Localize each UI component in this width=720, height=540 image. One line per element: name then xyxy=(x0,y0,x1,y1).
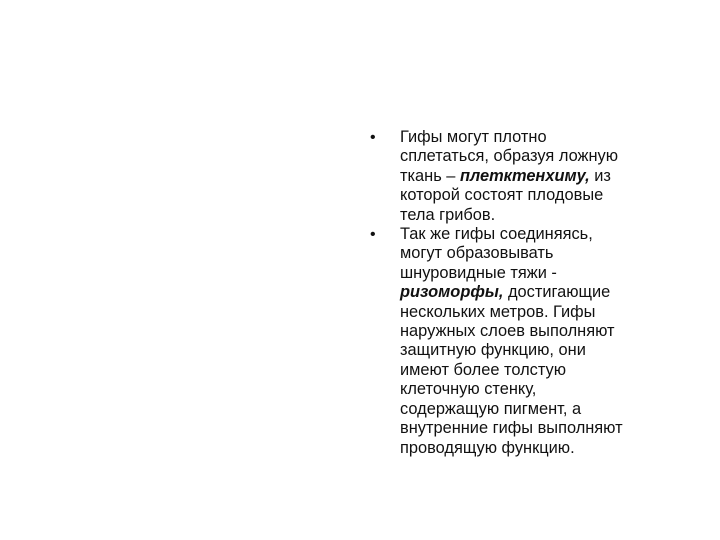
term-rhizomorphs: ризоморфы, xyxy=(400,283,504,302)
bullet-marker: • xyxy=(370,129,376,146)
bullet-item-rhizomorphs xyxy=(368,225,698,458)
bullet-list xyxy=(368,128,698,458)
bullet-text-before: Гифы могут плотно сплетаться, образуя ложную ткань – xyxy=(400,128,619,185)
term-plectenchyma: плетктенхиму, xyxy=(459,166,590,185)
bullet-item-plectenchyma xyxy=(368,128,698,225)
bullet-text-after: из которой состоят плодовые тела грибов. xyxy=(400,166,611,224)
bullet-text xyxy=(400,225,698,458)
bullet-marker: • xyxy=(370,226,376,244)
bullet-text-after: достигающие нескольких метров. Гифы наружных слоев выполняют защитную функцию, они имеют более толстую клеточную стенку, содержащую пигмент, а внутренние гифы выполняют проводящую функцию. xyxy=(400,283,623,457)
bullet-text-before: Так же гифы соединяясь, могут образовывать шнуровидные тяжи - xyxy=(400,225,593,282)
bullet-text xyxy=(400,128,698,225)
